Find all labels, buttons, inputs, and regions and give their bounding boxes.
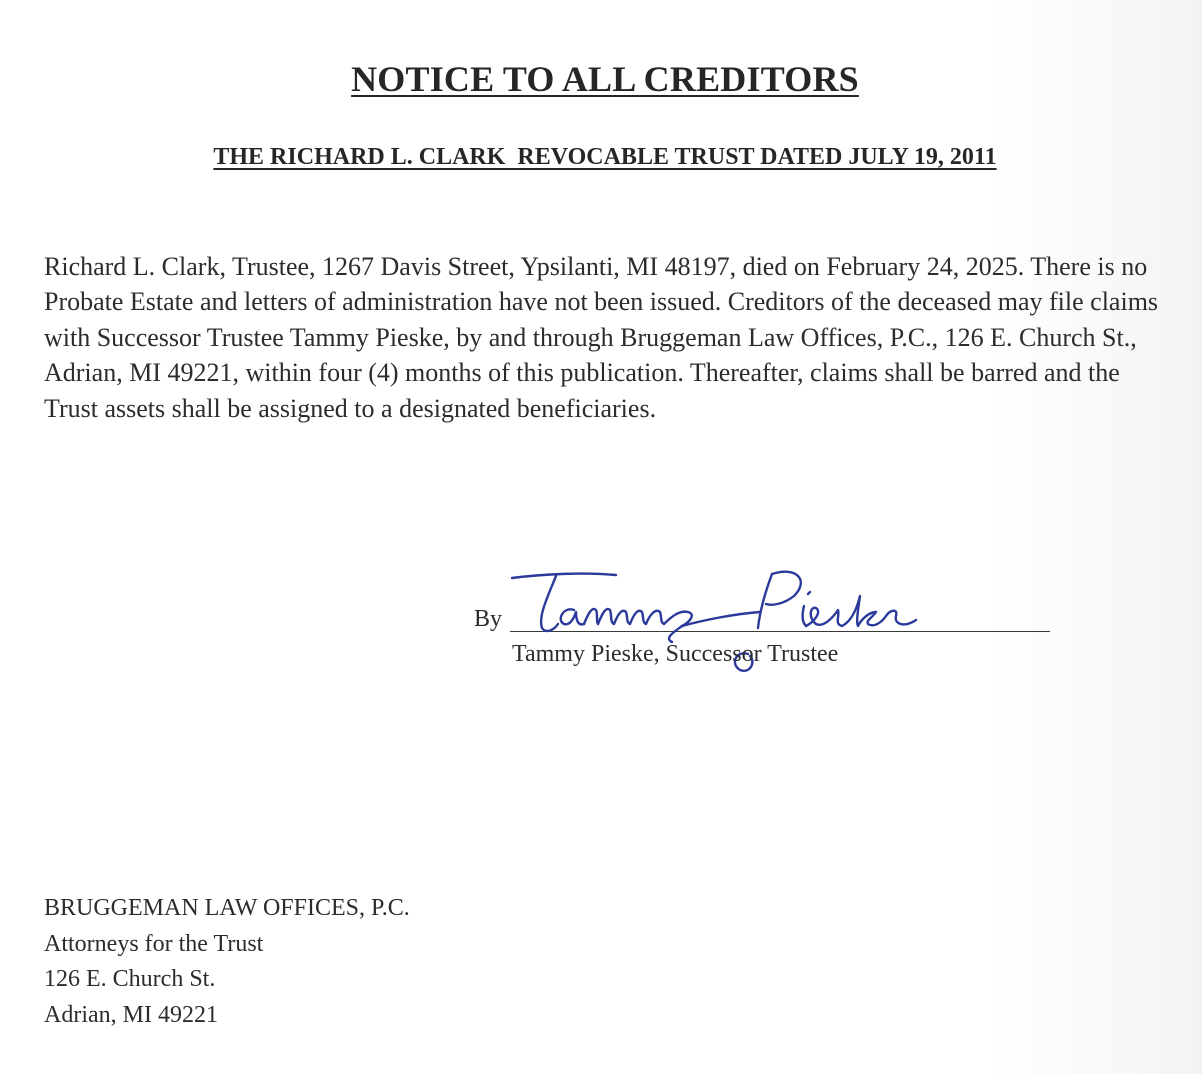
trust-title: THE RICHARD L. CLARK REVOCABLE TRUST DATED JULY 19, 2011 — [213, 144, 997, 170]
law-firm-block — [44, 891, 410, 1033]
notice-paragraph: Richard L. Clark, Trustee, 1267 Davis Street, Ypsilanti, MI 48197, died on February 24, 2025. There is no Probate Estate and letters of administration have not been issued. Creditors of the deceased may file claims with Successor Trustee Tammy Pieske, by and through Bruggeman Law Offices, P.C., 126 E. Church St., Adrian, MI 49221, within four (4) months of this publication. Thereafter, claims shall be barred and the Trust assets shall be assigned to a designated beneficiaries. — [44, 252, 1159, 423]
signer-name-title: Tammy Pieske, Successor Trustee — [512, 641, 839, 667]
by-label: By — [474, 606, 503, 632]
notice-title: NOTICE TO ALL CREDITORS — [351, 59, 859, 99]
firm-city: Adrian, MI 49221 — [44, 1001, 218, 1028]
firm-street: 126 E. Church St. — [44, 966, 216, 992]
signature-block — [474, 568, 1074, 678]
firm-name: BRUGGEMAN LAW OFFICES, P.C. — [44, 895, 410, 921]
firm-role: Attorneys for the Trust — [44, 930, 264, 957]
